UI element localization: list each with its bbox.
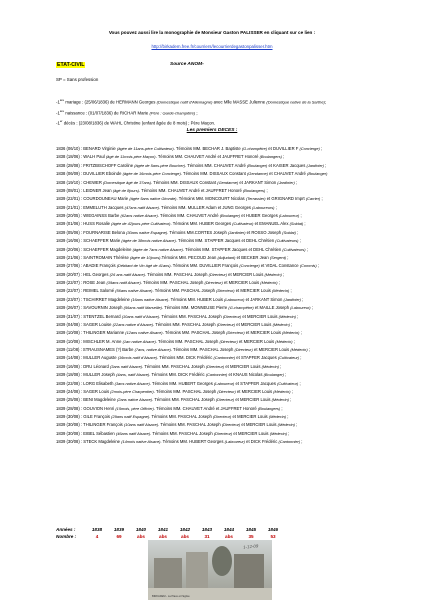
deces-entry: 1839 (23/07) : TSCHIRRET Magdeleine (16ans native Alsace). Témoins MM. HUBER Louis (Laboureur) et JARKANT Simon (Jardinier) ; [56,296,304,302]
monograph-link[interactable]: http://birkadem.free.fr/courriers/lecourrierdegastonpalisser.htm [151,44,273,49]
count-cell: 31 [204,534,210,540]
count-cell: 35 [248,534,254,540]
deces-entry: 1839 (16/06) : SCHAEFFER Marie (âgée de 38mois native Alsace). Témoins MM. STAPFER Jacques et DEHL Chrétien (Cultivateurs) ; [56,238,301,244]
years-label: Années : [56,527,76,532]
deces-entry: 1839 (21/01) : EMMELUTH Jacques (47ans natif Alsace). Témoins MM. MULLER Adam et JUNG Georges (Laboureurs) ; [56,204,277,210]
tree-shape [212,546,232,576]
deces-entry: 1838 (19/10) : CHEWER (Domestique âgé de 37ans). Témoins MM. DISSAUX Constant (Gendarme) et JARKANT Simon (Jardinier) ; [56,179,298,185]
count-cell: abs [181,534,189,540]
deces-entry: 1839 (31/07) : STENTZEL Bernard (10ans natif d’Alsace). Témoins MM. PASCHAL Joseph (Directeur) et MERCIER Louis (Médecin) ; [56,313,299,319]
count-cell: abs [225,534,233,540]
year-cell: 1843 [201,527,213,532]
year-cell: 1841 [157,527,169,532]
source-note: Source ANOM- [170,62,204,67]
postcard-photo [148,540,272,600]
year-cell: 1838 [91,527,103,532]
deces-entry: 1839 (27/06) : ABADIE François (Débitant de Vin âgé de 41ans). Témoins MM. DUVILLIER François (Concierge) et VIDAL Constance (Commis) ; [56,263,319,269]
deces-entry: 1839 (24/08) : SAGER Louis (2mois-père Charpentier). Témoins MM. PASCHAL Joseph (Directeur) et MERCIER Louis (Médecin) ; [56,388,293,394]
deces-entry: 1838 (28/08) : FRITZBISCHOFF Caroline (âgée de 5ans-père Boucher). Témoins MM. CHAUVET André (Boulanger) et KAISER Jacques (Jardinier) ; [56,162,327,168]
years-table [56,526,284,541]
deces-title: Les premiers DECES : [186,128,238,133]
year-cell: 1842 [179,527,191,532]
deces-entry: 1839 (16/08) : DRU Léonard (3ans natif Alsace). Témoins MM. PASCHAL Joseph (Directeur) et MERCIER Louis (Médecin) ; [56,363,282,369]
sp-note: SP = Sans profession [56,77,99,82]
year-cell: 1839 [113,527,125,532]
photo-caption: BIRKADEM - La Place et l'Eglise [152,595,190,598]
deces-entry: 1839 (22/08) : LORG Elisabeth (3ans native Alsace). Témoins MM. HUBERT Georges (Laboureur) et STAPFER Jacques (Cultivateur) ; [56,380,301,386]
deces-entry: 1839 (04/08) : SAGER Louise (22ans native d’Alsace). Témoins MM. PASCHAL Joseph (Directeur) et MERCIER Louis (Médecin) ; [56,321,293,327]
deces-entry: 1839 (21/06) : SAINTROMAIN Thérèse (âgée de 10jours).Témoins MM. PECOUD Jean (Adjudant) et BECKER Jean (Sergent) ; [56,254,289,260]
deces-entry: 1839 (14/08) : MULLER Auguste (16mois natif d’Alsace). Témoins MM. DICK Frédéric (Cantonnier) et STAPFER Jacques (Cultivateur) ; [56,355,302,361]
deces-entry: 1839 (25/08) : BENI Magdeleine (2ans native Alsace). Témoins MM. PASCHAL Joseph (Directeur) et MERCIER Louis (Médecin) ; [56,397,292,403]
deces-entry: 1839 (30/08) : STECK Magdeleine (14mois native Alsace). Témoins MM. HUBERT Georges (Laboureur) et DICK Frédéric (Cantonnier) ; [56,439,303,445]
deces-entry: 1839 (20/07) : HEL Georges (26 ans natif Alsace). Témoins MM. PASCHAL Joseph (Directeur) et MERCIER Louis (Médecin) ; [56,271,285,277]
deces-entry: 1839 (26/07) : SAVOURNIN Joseph (56ans natif Marseille). Témoins MM. MONNEUSE Pierre (G-champêtre) et MAILLE Joseph (Laboureur) ; [56,305,313,311]
etat-civil-heading: ETAT-CIVIL [57,62,85,68]
firsts-list [56,96,326,128]
count-cell: 53 [270,534,276,540]
count-cell: abs [137,534,145,540]
building-shape [154,558,182,588]
intro-text: Vous pouvez aussi lire la monographie de Monsieur Gaston PALISSER en cliquant sur ce lien : [108,30,316,35]
deces-entry: 1839 (10/08) : MISCHLER M. Anne (1an native Alsace). Témoins MM. PASCHAL Joseph (Directeur) et MERCIER Louis (Médecin) ; [56,338,295,344]
first-birth: -1ère naissance : (01/07/1836) de RICHAR Marie (Père : Garde-champêtre) ; [56,108,198,116]
year-cell: 1844 [223,527,235,532]
first-marriage: -1ère mariage : (25/06/1836) de HERMANN Georges (Domestique natif d’Allemagne) avec Mlle MASSE Julienne (Domestique native de la Sarthe); [56,98,327,105]
count-cell: 69 [116,534,122,540]
building-shape [234,554,264,588]
year-cell: 1840 [135,527,147,532]
count-cell: abs [159,534,167,540]
deces-entry: 1838 (18/06) : WALH Paul (âgé de 11mois-père Maçon). Témoins MM. CHAUVET André et JAUFFRET Honoré (Boulangers) ; [56,154,285,160]
deces-entry: 1839 (22/07) : REIMEL Salomé (56ans native Alsace). Témoins MM. PASCHAL Joseph (Directeur) et MERCIER Louis (Médecin) ; [56,288,292,294]
square-shape [148,588,272,600]
building-shape [186,552,208,588]
postmark-text: 1-12-09 [242,543,259,550]
deces-entry: 1836 (06/10) : BENARD Virginie (âgée de 11ans-père Cultivateur). Témoins MM. BECHAR J. Baptiste (G-champêtre) et DUVILLIER F (Concierge) ; [56,146,323,151]
deces-entry: 1839 (11/08) : STRAUSNAMES (?) Barbe (7ans, native Alsace). Témoins MM. PASCHAL Joseph (Directeur) et MERCIER Louis (Médecin) ; [56,347,310,352]
deces-entry: 1839 (05/06) : FOURNARISE Belona (30ans native Espagne). Témoins MM.CORTES Joseph (Jardinier) et ROSSO Joseph (Soldat) ; [56,229,299,235]
deces-entry: 1839 (20/06) : SCHAEFFER Magdeleine (âgée de 7ans native Alsace). Témoins MM. STAPFER Jacques et DEHL Chrétien (Cultivateurs) ; [56,246,308,252]
deces-entry: 1839 (01/06) : HUSS Rosalie (âgée de 42jours-père Cultivateur). Témoins MM. HUBER Georges (Cultivateur) et EMANUEL Alex (Soldat) ; [56,221,306,227]
deces-entry: 1839 (10/08) : THILINGER Marianne (12ans native Alsace). Témoins MM. PASCHAL Joseph (Directeur) et MERCIER Louis (Médecin) ; [56,330,302,336]
deces-entry: 1839 (08/01) : LEIDNER Jean (âgé de 8jours). Témoins MM. CHAUVET André et JAUFFRET Honoré (Boulangers) ; [56,187,268,193]
deces-entry: 1839 (18/08) : MULLER Joseph (4ans, natif Alsace). Témoins MM. DICK Frédéric (Cantonnier) et KNAUS Nicolas (Boulanger) ; [56,372,287,378]
deces-entry: 1838 (06/09) : DUVILLIER Eboinde (âgée de 16mois-père Concierge). Témoins MM. DISSAUX Constant (Gendarme) et CHAUVET André (Boulanger) [56,171,328,177]
number-label: Nombre : [56,534,77,540]
deces-entry: 1839 (30/08) : GILE François (29ans natif Espagne). Témoins MM. PASCHAL Joseph (Directeur) et MERCIER Louis (Médecin) ; [56,414,289,419]
deces-list [56,145,376,447]
count-cell: 4 [95,534,99,540]
deces-entry: 1839 (30/08) : THILINGER François (10ans natif Alsace). Témoins MM. PASCHAL Joseph (Directeur) et MERCIER Louis (Médecin) ; [56,422,298,428]
year-cell: 1846 [267,527,279,532]
deces-entry: 1839 (28/08) : GOUVION Henri (15mois, père Officier). Témoins MM. CHAUVET André et JAUFFRET Honoré (Boulangers) ; [56,405,283,411]
first-death: -1er décès : (23/08/1836) de WAHL Christine (enfant âgée de 8 mois) ; Père Maçon. [56,119,216,126]
deces-entry: 1839 (30/08) : EIBEL Sébastien (46ans natif Alsace). Témoins MM. PASCHAL Joseph (Directeur) et MERCIER Louis (Médecin) ; [56,430,290,436]
deces-entry: 1839 (22/01) : COURDOUNEAU Marie (âgée 5ans native Gironde). Témoins MM. MONCOURT Nicolas (Terrassier) et GRIGNARD Imprt (Carrier) ; [56,196,323,202]
deces-entry: 1839 (20/05) : WIEGAINSS Barbe (62ans native Alsace). Témoins MM. CHAUVET André (Boulanger) et HUBER Georges (Laboureur) ; [56,213,302,218]
years-row [56,526,284,533]
year-cell: 1845 [245,527,257,532]
deces-entry: 1839 (22/07) : ROSE Jean (39ans natif Alsace). Témoins MM. PASCHAL Joseph (Directeur) et MERCIER Louis (Médecin) ; [56,280,280,285]
